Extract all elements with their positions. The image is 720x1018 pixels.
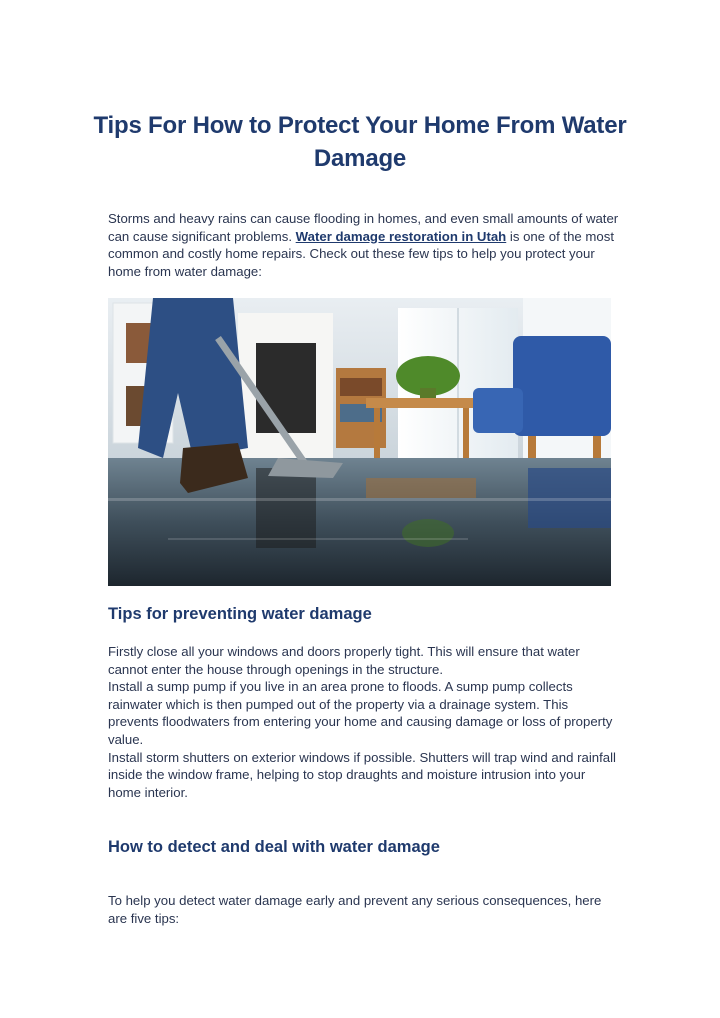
water-damage-restoration-link[interactable]: Water damage restoration in Utah — [295, 228, 507, 244]
tip-paragraph: Install storm shutters on exterior windows if possible. Shutters will trap wind and rainfall inside the window frame, helping to stop draughts and moisture intrusion into your home interior. — [108, 749, 616, 800]
intro-text-after-link: is one of the most common and costly home repairs. Check out these few tips to help you protect your home from water damage: — [108, 228, 614, 279]
photo-water-extraction-icon — [108, 298, 611, 586]
intro-paragraph — [108, 210, 620, 280]
preventing-tips-block — [108, 643, 620, 801]
heading-detect-water-damage: How to detect and deal with water damage — [108, 838, 440, 856]
heading-preventing-water-damage: Tips for preventing water damage — [108, 605, 372, 623]
tip-paragraph: Firstly close all your windows and doors properly tight. This will ensure that water cannot enter the house through openings in the structure. — [108, 644, 580, 677]
detect-text: To help you detect water damage early and prevent any serious consequences, here are five tips: — [108, 893, 602, 926]
hero-image — [108, 298, 611, 586]
tip-paragraph: Install a sump pump if you live in an area prone to floods. A sump pump collects rainwater which is then pumped out of the property via a drainage system. This prevents floodwaters from entering your home and causing damage or loss of property value. — [108, 679, 613, 747]
intro-text-before-link: Storms and heavy rains can cause flooding in homes, and even small amounts of water can cause significant problems. — [108, 211, 619, 244]
page-title: Tips For How to Protect Your Home From Water Damage — [93, 112, 627, 172]
detect-paragraph — [108, 892, 620, 927]
